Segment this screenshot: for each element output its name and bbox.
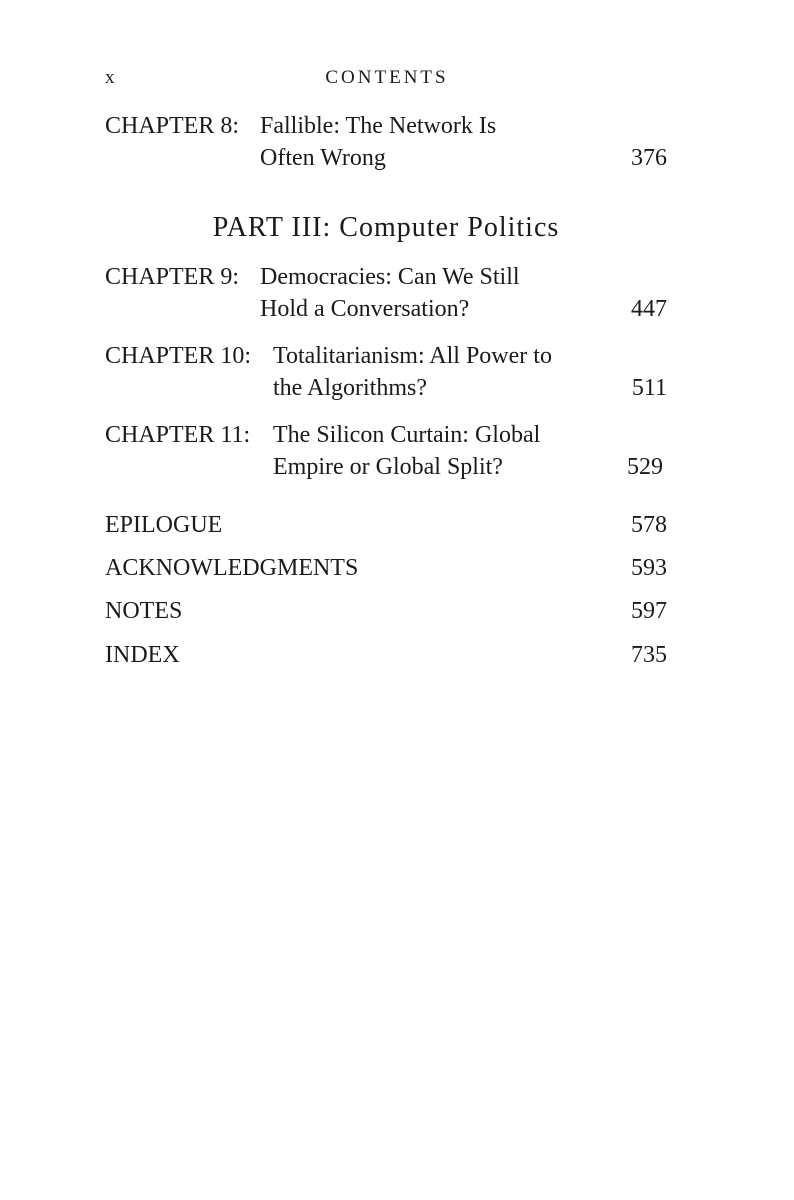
toc-entry-chapter-8[interactable] <box>105 110 667 174</box>
chapter-title-line-1: Democracies: Can We Still <box>260 264 520 290</box>
chapter-label: CHAPTER 11: <box>105 422 251 448</box>
toc-entry-chapter-9[interactable] <box>105 261 667 325</box>
toc-entry-index[interactable] <box>105 639 667 671</box>
chapter-label: CHAPTER 9: <box>105 264 240 290</box>
chapter-title-line-1: Fallible: The Network Is <box>260 113 497 139</box>
toc-entry-epilogue[interactable] <box>105 509 667 541</box>
toc-entry-chapter-11[interactable] <box>105 419 667 483</box>
chapter-title-line-1: The Silicon Curtain: Global <box>273 422 541 448</box>
entry-page-number: 593 <box>631 555 667 581</box>
toc-entry-notes[interactable] <box>105 595 667 627</box>
chapter-label: CHAPTER 8: <box>105 113 240 139</box>
toc-entry-acknowledgments[interactable] <box>105 552 667 584</box>
chapter-page-number: 447 <box>631 296 667 322</box>
toc-entry-chapter-10[interactable] <box>105 340 667 404</box>
chapter-label: CHAPTER 10: <box>105 343 252 369</box>
chapter-page-number: 511 <box>631 375 667 401</box>
chapter-page-number: 376 <box>631 145 667 171</box>
running-head: CONTENTS <box>325 67 449 88</box>
entry-page-number: 735 <box>631 642 667 668</box>
chapter-page-number: 529 <box>627 454 663 480</box>
chapter-title-line-2: Hold a Conversation? <box>260 296 470 322</box>
chapter-title-line-1: Totalitarianism: All Power to <box>273 343 552 369</box>
page-number: x <box>105 67 115 88</box>
part-heading: PART III: Computer Politics <box>212 212 560 243</box>
entry-page-number: 597 <box>631 598 667 624</box>
chapter-title-line-2: the Algorithms? <box>273 375 427 401</box>
entry-label: INDEX <box>105 642 180 668</box>
entry-page-number: 578 <box>631 512 667 538</box>
chapter-title-line-2: Often Wrong <box>260 145 386 171</box>
entry-label: ACKNOWLEDGMENTS <box>105 555 359 581</box>
entry-label: NOTES <box>105 598 183 624</box>
chapter-title-line-2: Empire or Global Split? <box>273 454 503 480</box>
entry-label: EPILOGUE <box>105 512 223 538</box>
